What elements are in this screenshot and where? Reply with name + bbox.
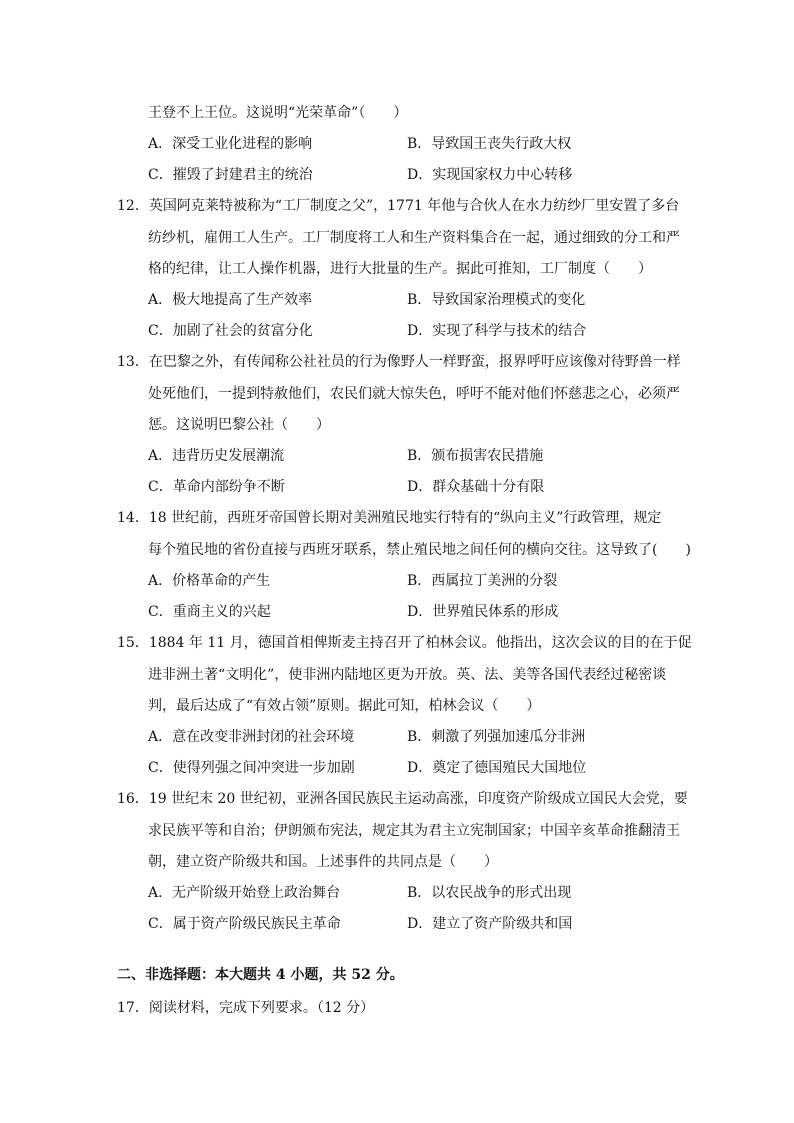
q15-stem-line-3: 判，最后达成了“有效占领”原则。据此可知，柏林会议（ ） — [148, 698, 541, 714]
q11-option-a: A．深受工业化进程的影响 — [148, 136, 313, 152]
q15-stem-line-1: 15．1884 年 11 月，德国首相俾斯麦主持召开了柏林会议。他指出，这次会议的目的在于促 — [117, 635, 692, 651]
q13-stem-line-1: 13．在巴黎之外，有传闻称公社社员的行为像野人一样野蛮，报界呼吁应该像对待野兽一样 — [117, 354, 681, 370]
q16-option-b: B．以农民战争的形式出现 — [407, 885, 572, 901]
q15-option-a: A．意在改变非洲封闭的社会环境 — [148, 729, 355, 745]
q12-option-d: D．实现了科学与技术的结合 — [407, 323, 587, 339]
q15-stem-line-2: 进非洲土著“文明化”，使非洲内陆地区更为开放。英、法、美等各国代表经过秘密谈 — [148, 667, 667, 683]
q14-option-b: B．西属拉丁美洲的分裂 — [407, 573, 558, 589]
q14-stem-line-2: 每个殖民地的省份直接与西班牙联系，禁止殖民地之间任何的横向交往。这导致了( ) — [148, 542, 691, 558]
q16-stem-line-1: 16．19 世纪末 20 世纪初，亚洲各国民族民主运动高涨，印度资产阶级成立国民大会党，要 — [117, 791, 688, 807]
q11-stem-tail: 王登不上王位。这说明“光荣革命”（ ） — [148, 105, 408, 121]
q11-option-c: C．摧毁了封建君主的统治 — [148, 167, 313, 183]
q12-stem-line-1: 12．英国阿克莱特被称为“工厂制度之父”，1771 年他与合伙人在水力纺纱厂里安置了多台 — [117, 198, 680, 214]
q16-option-c: C．属于资产阶级民族民主革命 — [148, 916, 341, 932]
q12-option-b: B．导致国家治理模式的变化 — [407, 292, 586, 308]
q13-stem-line-3: 惩。这说明巴黎公社（ ） — [148, 417, 330, 433]
q13-option-a: A．违背历史发展潮流 — [148, 448, 285, 464]
q14-option-c: C．重商主义的兴起 — [148, 604, 271, 620]
q12-stem-line-3: 格的纪律，让工人操作机器，进行大批量的生产。据此可推知，工厂制度（ ） — [148, 261, 652, 277]
q16-option-a: A．无产阶级开始登上政治舞台 — [148, 885, 341, 901]
section-2-heading: 二、非选择题：本大题共 4 小题，共 52 分。 — [117, 967, 404, 983]
q11-option-d: D．实现国家权力中心转移 — [407, 167, 573, 183]
q16-stem-line-2: 求民族平等和自治；伊朗颁布宪法，规定其为君主立宪制国家；中国辛亥革命推翻清王 — [148, 823, 680, 839]
q13-option-d: D．群众基础十分有限 — [407, 479, 545, 495]
q13-option-b: B．颁布损害农民措施 — [407, 448, 544, 464]
q14-option-a: A．价格革命的产生 — [148, 573, 271, 589]
q15-option-c: C．使得列强之间冲突进一步加剧 — [148, 760, 355, 776]
q15-option-b: B．刺激了列强加速瓜分非洲 — [407, 729, 586, 745]
q13-stem-line-2: 处死他们，一提到特赦他们，农民们就大惊失色，呼吁不能对他们怀慈悲之心，必须严 — [148, 386, 680, 402]
q12-option-a: A．极大地提高了生产效率 — [148, 292, 313, 308]
q17-stem: 17．阅读材料，完成下列要求。（12 分） — [117, 1000, 375, 1016]
q15-option-d: D．奠定了德国殖民大国地位 — [407, 760, 587, 776]
q12-option-c: C．加剧了社会的贫富分化 — [148, 323, 313, 339]
q16-stem-line-3: 朝，建立资产阶级共和国。上述事件的共同点是（ ） — [148, 854, 498, 870]
q14-stem-line-1: 14．18 世纪前，西班牙帝国曾长期对美洲殖民地实行特有的“纵向主义”行政管理，规定 — [117, 510, 662, 526]
q11-option-b: B．导致国王丧失行政大权 — [407, 136, 572, 152]
q14-option-d: D．世界殖民体系的形成 — [407, 604, 559, 620]
q16-option-d: D．建立了资产阶级共和国 — [407, 916, 573, 932]
q12-stem-line-2: 纺纱机，雇佣工人生产。工厂制度将工人和生产资料集合在一起，通过细致的分工和严 — [148, 230, 680, 246]
q13-option-c: C．革命内部纷争不断 — [148, 479, 285, 495]
